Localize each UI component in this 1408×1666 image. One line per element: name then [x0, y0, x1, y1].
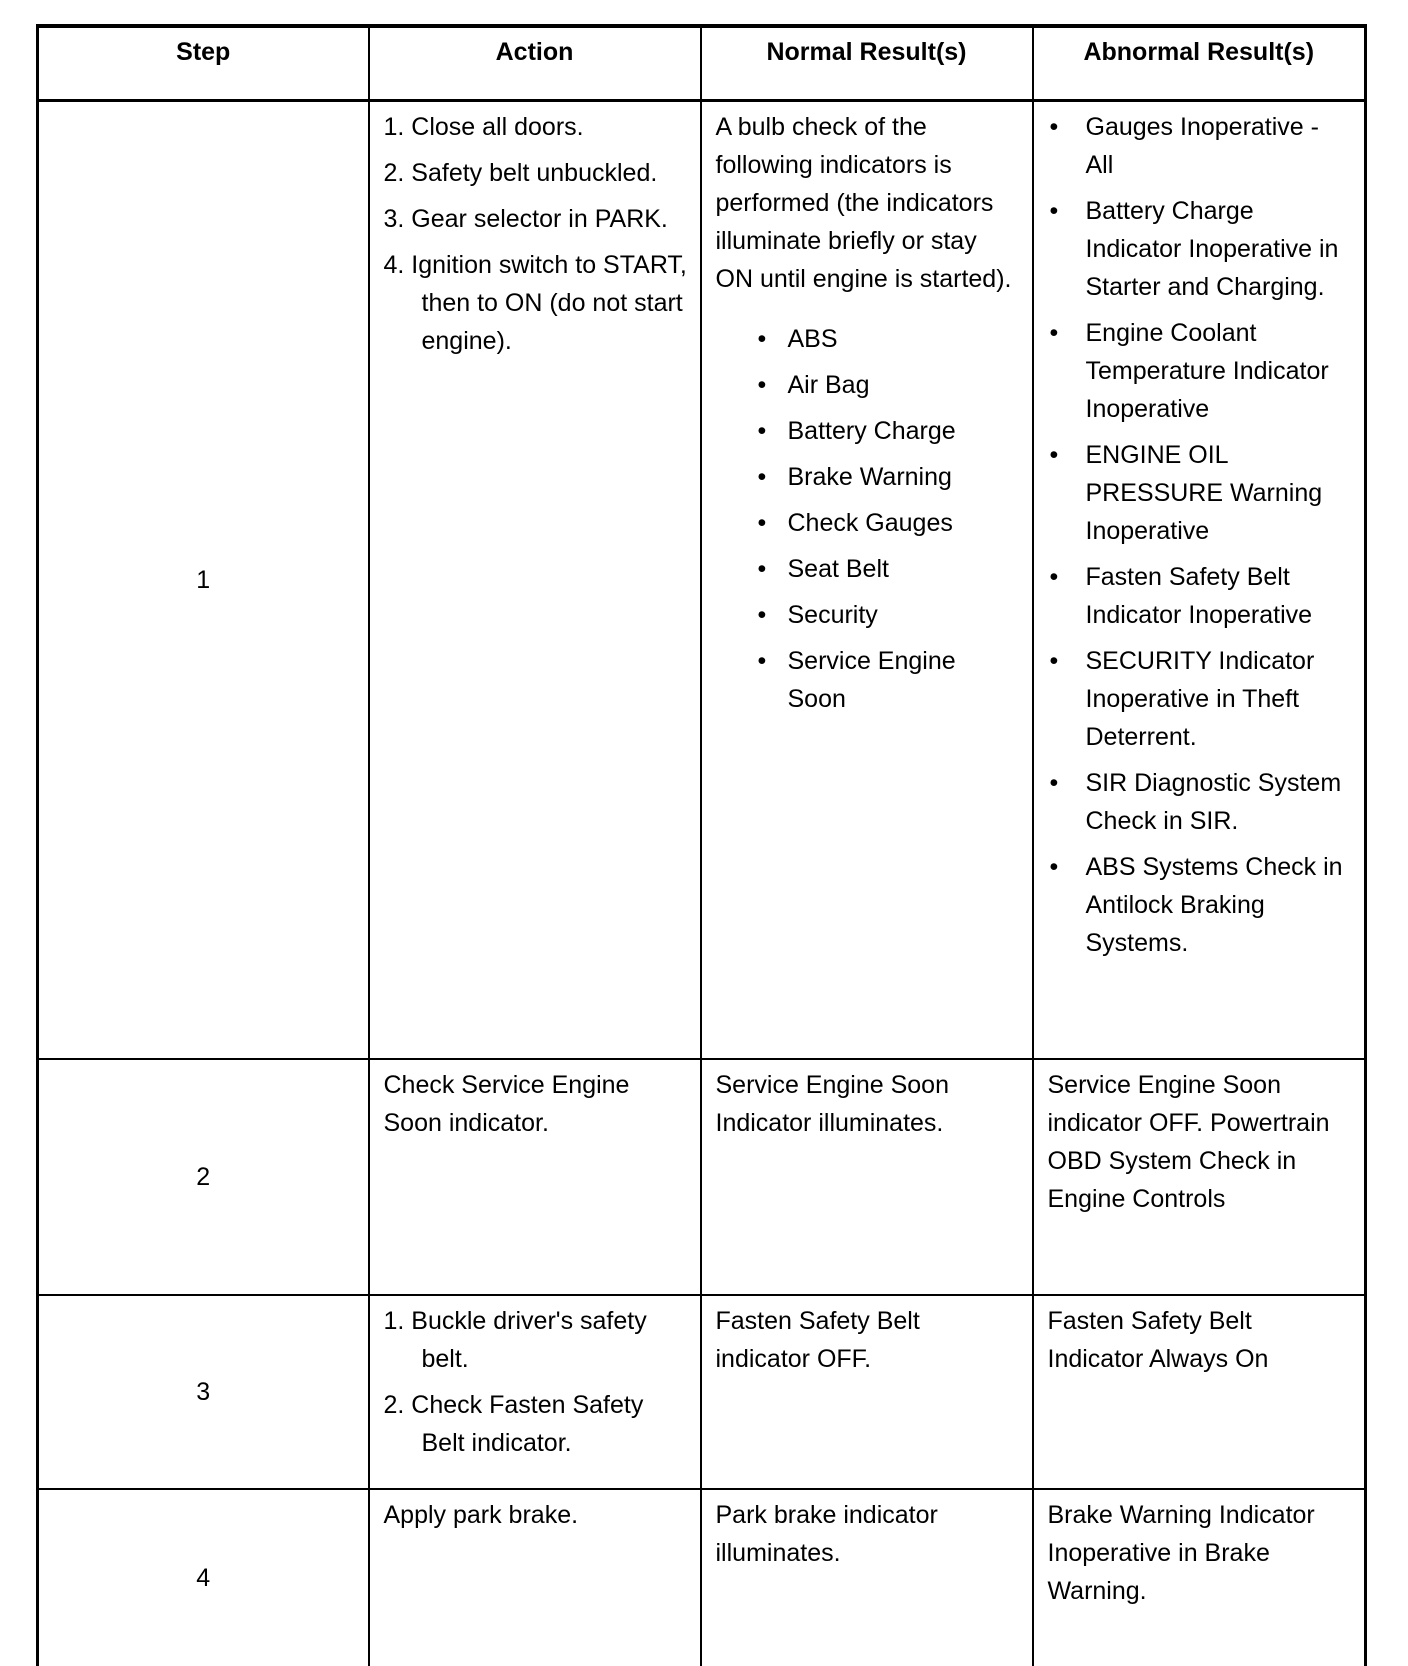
- step-number: 1: [38, 101, 369, 1060]
- action-step: 2. Safety belt unbuckled.: [383, 159, 658, 187]
- bullet-icon: •: [1049, 563, 1059, 591]
- header-step: Step: [38, 26, 369, 101]
- diagnostic-table: [36, 24, 1367, 1666]
- abnormal-result-list: [1048, 108, 1353, 962]
- action-cell: Check Service Engine Soon indicator.: [369, 1059, 701, 1295]
- table-row: [38, 1295, 1366, 1489]
- header-abnormal-results: Abnormal Result(s): [1033, 26, 1366, 101]
- bullet-icon: •: [1049, 441, 1059, 469]
- bullet-icon: •: [757, 555, 767, 583]
- abnormal-result-label: SECURITY Indicator Inoperative in Theft Deterrent.: [1085, 647, 1315, 751]
- action-step: 1. Buckle driver's safety belt.: [383, 1307, 647, 1373]
- bullet-icon: •: [757, 463, 767, 491]
- bullet-icon: •: [757, 647, 767, 675]
- action-step: 1. Close all doors.: [383, 113, 584, 141]
- abnormal-result-cell: Brake Warning Indicator Inoperative in Brake Warning.: [1033, 1489, 1366, 1666]
- abnormal-result-label: Battery Charge Indicator Inoperative in Starter and Charging.: [1085, 197, 1339, 301]
- abnormal-result-label: Gauges Inoperative - All: [1085, 113, 1319, 179]
- abnormal-result-cell: [1033, 101, 1366, 1060]
- abnormal-result-item: [1048, 436, 1353, 550]
- action-step: 4. Ignition switch to START, then to ON (do not start engine).: [383, 251, 687, 355]
- normal-result-cell: Fasten Safety Belt indicator OFF.: [701, 1295, 1033, 1489]
- normal-result-cell: Park brake indicator illuminates.: [701, 1489, 1033, 1666]
- indicator-label: Security: [787, 601, 878, 629]
- table-header-row: [38, 26, 1366, 101]
- action-step: 3. Gear selector in PARK.: [383, 205, 668, 233]
- bullet-icon: •: [757, 371, 767, 399]
- action-step: 2. Check Fasten Safety Belt indicator.: [383, 1391, 644, 1457]
- abnormal-result-label: SIR Diagnostic System Check in SIR.: [1085, 769, 1342, 835]
- indicator-item: [758, 550, 1020, 588]
- indicator-label: Brake Warning: [787, 463, 952, 491]
- indicator-label: Check Gauges: [787, 509, 953, 537]
- table-row: [38, 1489, 1366, 1666]
- step-number: 4: [38, 1489, 369, 1666]
- step-number: 3: [38, 1295, 369, 1489]
- indicator-item: [758, 642, 1020, 718]
- indicator-list: [716, 320, 1020, 718]
- indicator-label: Service Engine Soon: [787, 647, 956, 713]
- indicator-label: Battery Charge: [787, 417, 956, 445]
- abnormal-result-item: [1048, 642, 1353, 756]
- action-cell: Apply park brake.: [369, 1489, 701, 1666]
- action-cell: [369, 101, 701, 1060]
- bullet-icon: •: [1049, 319, 1059, 347]
- bullet-icon: •: [1049, 769, 1059, 797]
- abnormal-result-item: [1048, 108, 1353, 184]
- indicator-label: ABS: [787, 325, 838, 353]
- indicator-item: [758, 458, 1020, 496]
- bullet-icon: •: [757, 509, 767, 537]
- normal-result-text: A bulb check of the following indicators is performed (the indicators illuminate briefly or stay ON until engine is started).: [715, 113, 1012, 293]
- abnormal-result-item: [1048, 314, 1353, 428]
- action-steps-list: [384, 1302, 688, 1462]
- bullet-icon: •: [757, 325, 767, 353]
- indicator-item: [758, 366, 1020, 404]
- bullet-icon: •: [757, 417, 767, 445]
- abnormal-result-item: [1048, 848, 1353, 962]
- table-row: [38, 101, 1366, 1060]
- abnormal-result-label: ENGINE OIL PRESSURE Warning Inoperative: [1085, 441, 1323, 545]
- indicator-item: [758, 596, 1020, 634]
- indicator-label: Seat Belt: [787, 555, 889, 583]
- abnormal-result-label: ABS Systems Check in Antilock Braking Systems.: [1085, 853, 1343, 957]
- abnormal-result-cell: Service Engine Soon indicator OFF. Powertrain OBD System Check in Engine Controls: [1033, 1059, 1366, 1295]
- indicator-item: [758, 320, 1020, 358]
- normal-result-cell: [701, 101, 1033, 1060]
- bullet-icon: •: [1049, 113, 1059, 141]
- action-cell: [369, 1295, 701, 1489]
- normal-result-cell: Service Engine Soon Indicator illuminates.: [701, 1059, 1033, 1295]
- abnormal-result-label: Fasten Safety Belt Indicator Inoperative: [1085, 563, 1313, 629]
- indicator-item: [758, 412, 1020, 450]
- indicator-label: Air Bag: [787, 371, 870, 399]
- table-row: [38, 1059, 1366, 1295]
- abnormal-result-item: [1048, 558, 1353, 634]
- bullet-icon: •: [1049, 197, 1059, 225]
- abnormal-result-item: [1048, 192, 1353, 306]
- abnormal-result-cell: Fasten Safety Belt Indicator Always On: [1033, 1295, 1366, 1489]
- bullet-icon: •: [1049, 853, 1059, 881]
- header-normal-results: Normal Result(s): [701, 26, 1033, 101]
- step-number: 2: [38, 1059, 369, 1295]
- abnormal-result-item: [1048, 764, 1353, 840]
- abnormal-result-label: Engine Coolant Temperature Indicator Inoperative: [1085, 319, 1329, 423]
- bullet-icon: •: [1049, 647, 1059, 675]
- indicator-item: [758, 504, 1020, 542]
- bullet-icon: •: [757, 601, 767, 629]
- header-action: Action: [369, 26, 701, 101]
- action-steps-list: [384, 108, 688, 360]
